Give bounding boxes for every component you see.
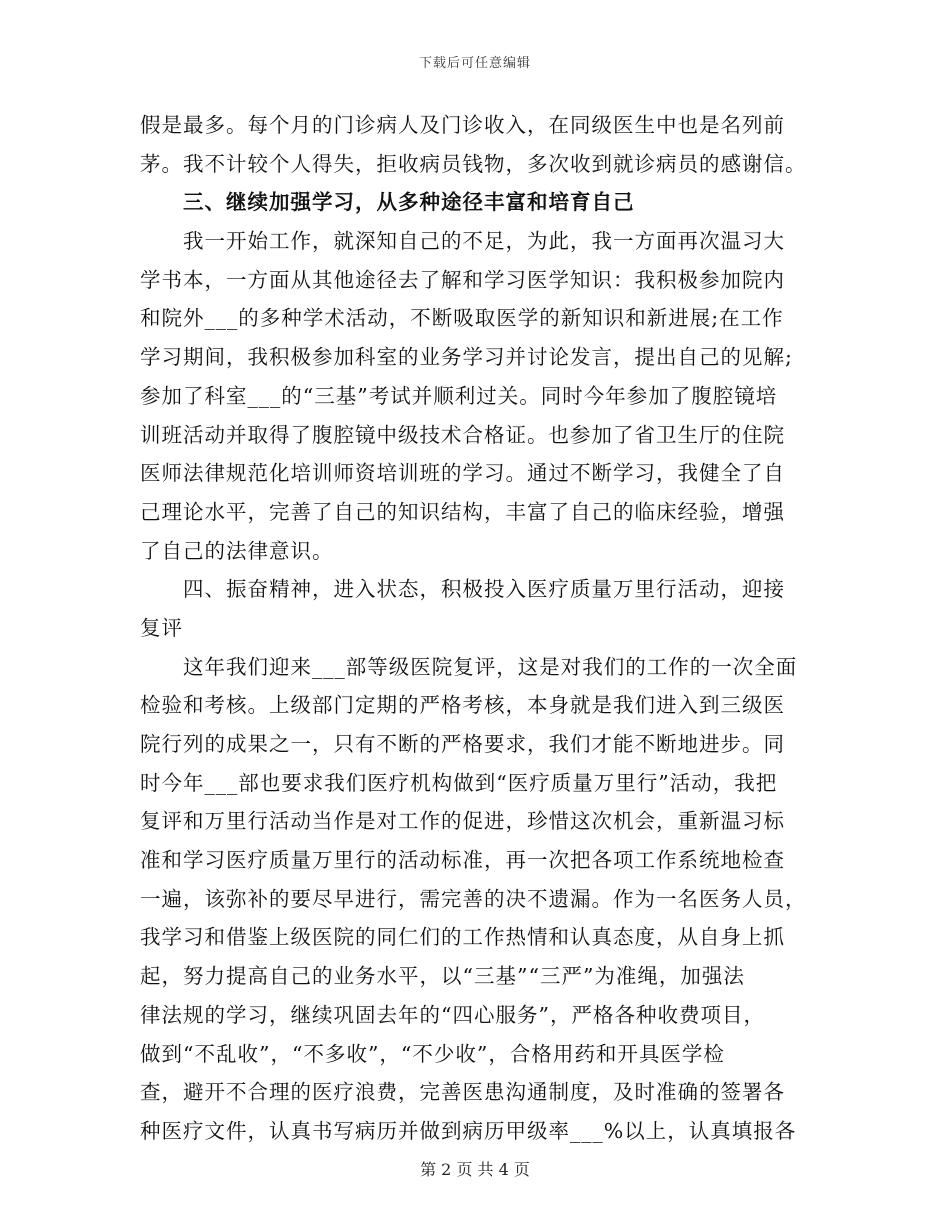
text-line: 复评和万里行活动当作是对工作的促进，珍惜这次机会，重新温习标 <box>140 809 785 834</box>
text-line: 起，努力提高自己的业务水平，以“三基”“三严”为准绳，加强法 <box>140 964 745 989</box>
text-line: 一遍，该弥补的要尽早进行，需完善的决不遗漏。作为一名医务人员， <box>140 886 807 911</box>
text-line: 律法规的学习，继续巩固去年的“四心服务”，严格各种收费项目， <box>140 1002 765 1027</box>
text-line: 查，避开不合理的医疗浪费，完善医患沟通制度，及时准确的签署各 <box>140 1080 785 1105</box>
section-heading-3: 三、继续加强学习，从多种途径丰富和培育自己 <box>183 190 635 215</box>
text-line: 检验和考核。上级部门定期的严格考核，本身就是我们进入到三级医 <box>140 693 785 718</box>
text-line: 医师法律规范化培训师资培训班的学习。通过不断学习，我健全了自 <box>140 461 785 486</box>
text-line: 我学习和借鉴上级医院的同仁们的工作热情和认真态度，从自身上抓 <box>140 925 785 950</box>
text-line: 学书本，一方面从其他途径去了解和学习医学知识：我积极参加院内 <box>140 267 785 292</box>
text-line: 这年我们迎来___部等级医院复评，这是对我们的工作的一次全面 <box>183 654 798 679</box>
text-line: 参加了科室___的“三基”考试并顺利过关。同时今年参加了腹腔镜培 <box>140 383 778 408</box>
section-heading-4: 四、振奋精神，进入状态，积极投入医疗质量万里行活动，迎接 <box>183 577 785 602</box>
text-line: 己理论水平，完善了自己的知识结构，丰富了自己的临床经验，增强 <box>140 499 785 524</box>
page-number-footer: 第 2 页 共 4 页 <box>420 1160 530 1179</box>
text-line: 假是最多。每个月的门诊病人及门诊收入，在同级医生中也是名列前 <box>140 113 785 137</box>
text-line: 我一开始工作，就深知自己的不足，为此，我一方面再次温习大 <box>183 229 785 254</box>
text-line: 做到“不乱收”，“不多收”，“不少收”，合格用药和开具医学检 <box>140 1041 725 1066</box>
text-line: 了自己的法律意识。 <box>140 538 334 563</box>
text-line: 准和学习医疗质量万里行的活动标准，再一次把各项工作系统地检查 <box>140 848 785 873</box>
text-line: 学习期间，我积极参加科室的业务学习并讨论发言，提出自己的见解; <box>140 345 793 370</box>
section-heading-4-cont: 复评 <box>140 615 183 640</box>
text-line: 训班活动并取得了腹腔镜中级技术合格证。也参加了省卫生厅的住院 <box>140 422 785 447</box>
text-line: 时今年___部也要求我们医疗机构做到“医疗质量万里行”活动，我把 <box>140 770 778 795</box>
running-header: 下载后可任意编辑 <box>418 56 531 71</box>
text-line: 院行列的成果之一，只有不断的严格要求，我们才能不断地进步。同 <box>140 732 785 756</box>
text-line: 茅。我不计较个人得失，拒收病员钱物，多次收到就诊病员的感谢信。 <box>140 151 807 176</box>
body-text <box>140 106 810 1151</box>
text-line: 和院外___的多种学术活动，不断吸取医学的新知识和新进展;在工作 <box>140 306 784 331</box>
text-line: 种医疗文件，认真书写病历并做到病历甲级率___%以上，认真填报各 <box>140 1118 797 1143</box>
